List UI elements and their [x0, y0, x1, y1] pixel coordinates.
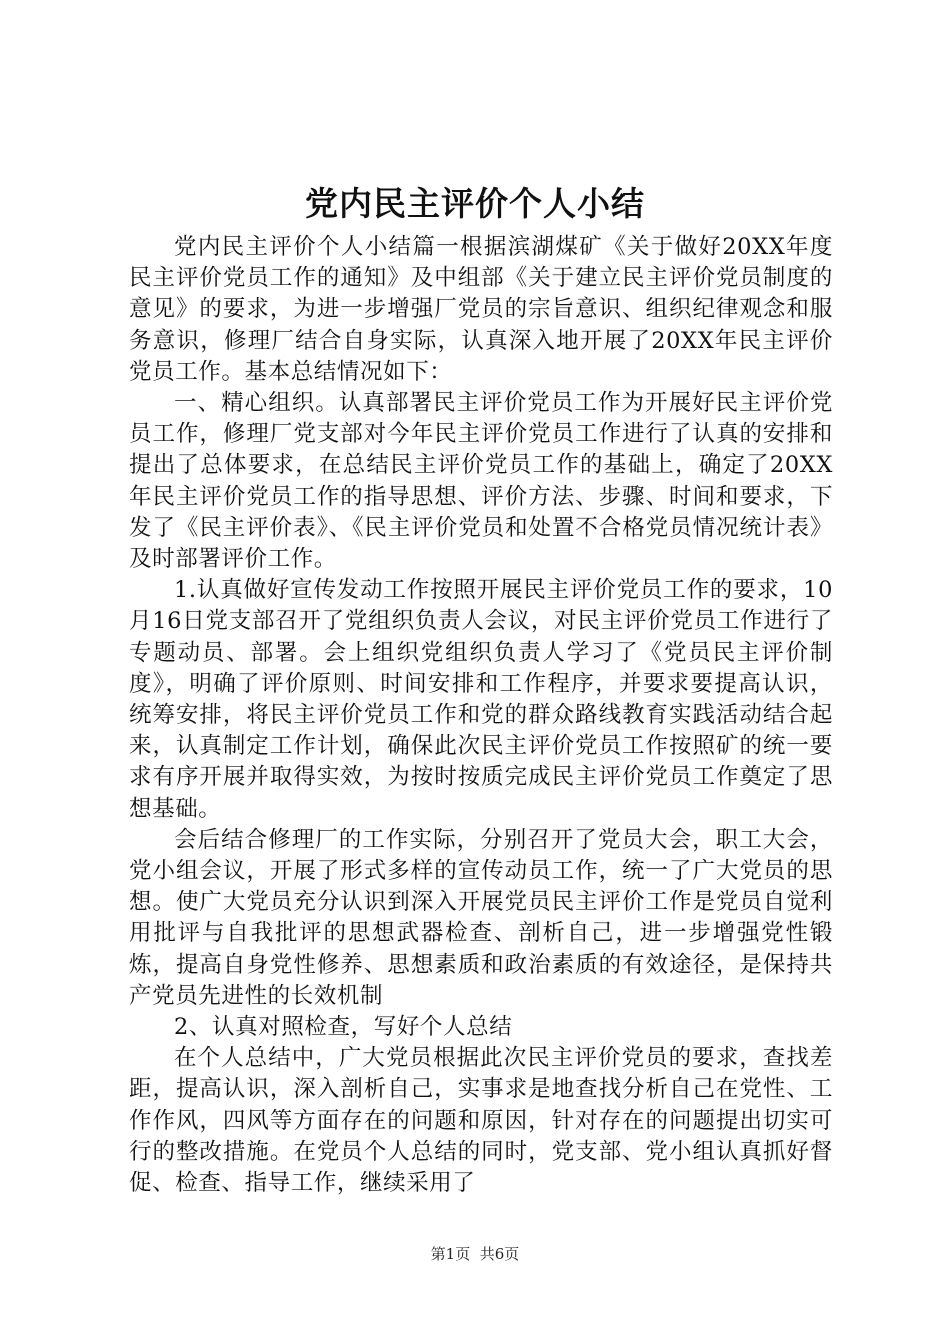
document-body	[129, 232, 833, 1199]
paragraph-follow-up: 会后结合修理厂的工作实际，分别召开了党员大会，职工大会，党小组会议，开展了形式多样的宣传动员工作，统一了广大党员的思想。使广大党员充分认识到深入开展党员民主评价工作是党员自觉利用批评与自我批评的思想武器检查、剖析自己，进一步增强党性锻炼，提高自身党性修养、思想素质和政治素质的有效途径，是保持共产党员先进性的长效机制	[129, 826, 833, 1009]
footer-spacer	[470, 1245, 480, 1263]
paragraph-section-1: 一、精心组织。认真部署民主评价党员工作为开展好民主评价党员工作，修理厂党支部对今年民主评价党员工作进行了认真的安排和提出了总体要求，在总结民主评价党员工作的基础上，确定了20XX年民主评价党员工作的指导思想、评价方法、步骤、时间和要求，下发了《民主评价表》、《民主评价党员和处置不合格党员情况统计表》及时部署评价工作。	[129, 390, 833, 573]
page-total: 共6页	[479, 1245, 520, 1263]
paragraph-section-2-body: 在个人总结中，广大党员根据此次民主评价党员的要求，查找差距，提高认识，深入剖析自己，实事求是地查找分析自己在党性、工作作风，四风等方面存在的问题和原因，针对存在的问题提出切实可行的整改措施。在党员个人总结的同时，党支部、党小组认真抓好督促、检查、指导工作，继续采用了	[129, 1045, 833, 1197]
page-number: 第1页	[430, 1245, 471, 1263]
document-title: 党内民主评价个人小结	[305, 184, 645, 223]
paragraph-intro: 党内民主评价个人小结篇一根据滨湖煤矿《关于做好20XX年度民主评价党员工作的通知》及中组部《关于建立民主评价党员制度的意见》的要求，为进一步增强厂党员的宗旨意识、组织纪律观念和服务意识，修理厂结合自身实际，认真深入地开展了20XX年民主评价党员工作。基本总结情况如下：	[129, 234, 833, 385]
paragraph-item-1: 1.认真做好宣传发动工作按照开展民主评价党员工作的要求，10月16日党支部召开了党组织负责人会议，对民主评价党员工作进行了专题动员、部署。会上组织党组织负责人学习了《党员民主评价制度》，明确了评价原则、时间安排和工作程序，并要求要提高认识，统筹安排，将民主评价党员工作和党的群众路线教育实践活动结合起来，认真制定工作计划，确保此次民主评价党员工作按照矿的统一要求有序开展并取得实效，为按时按质完成民主评价党员工作奠定了思想基础。	[129, 577, 833, 822]
paragraph-section-2-heading: 2、认真对照检查，写好个人总结	[174, 1014, 513, 1041]
page-footer	[0, 1244, 950, 1264]
